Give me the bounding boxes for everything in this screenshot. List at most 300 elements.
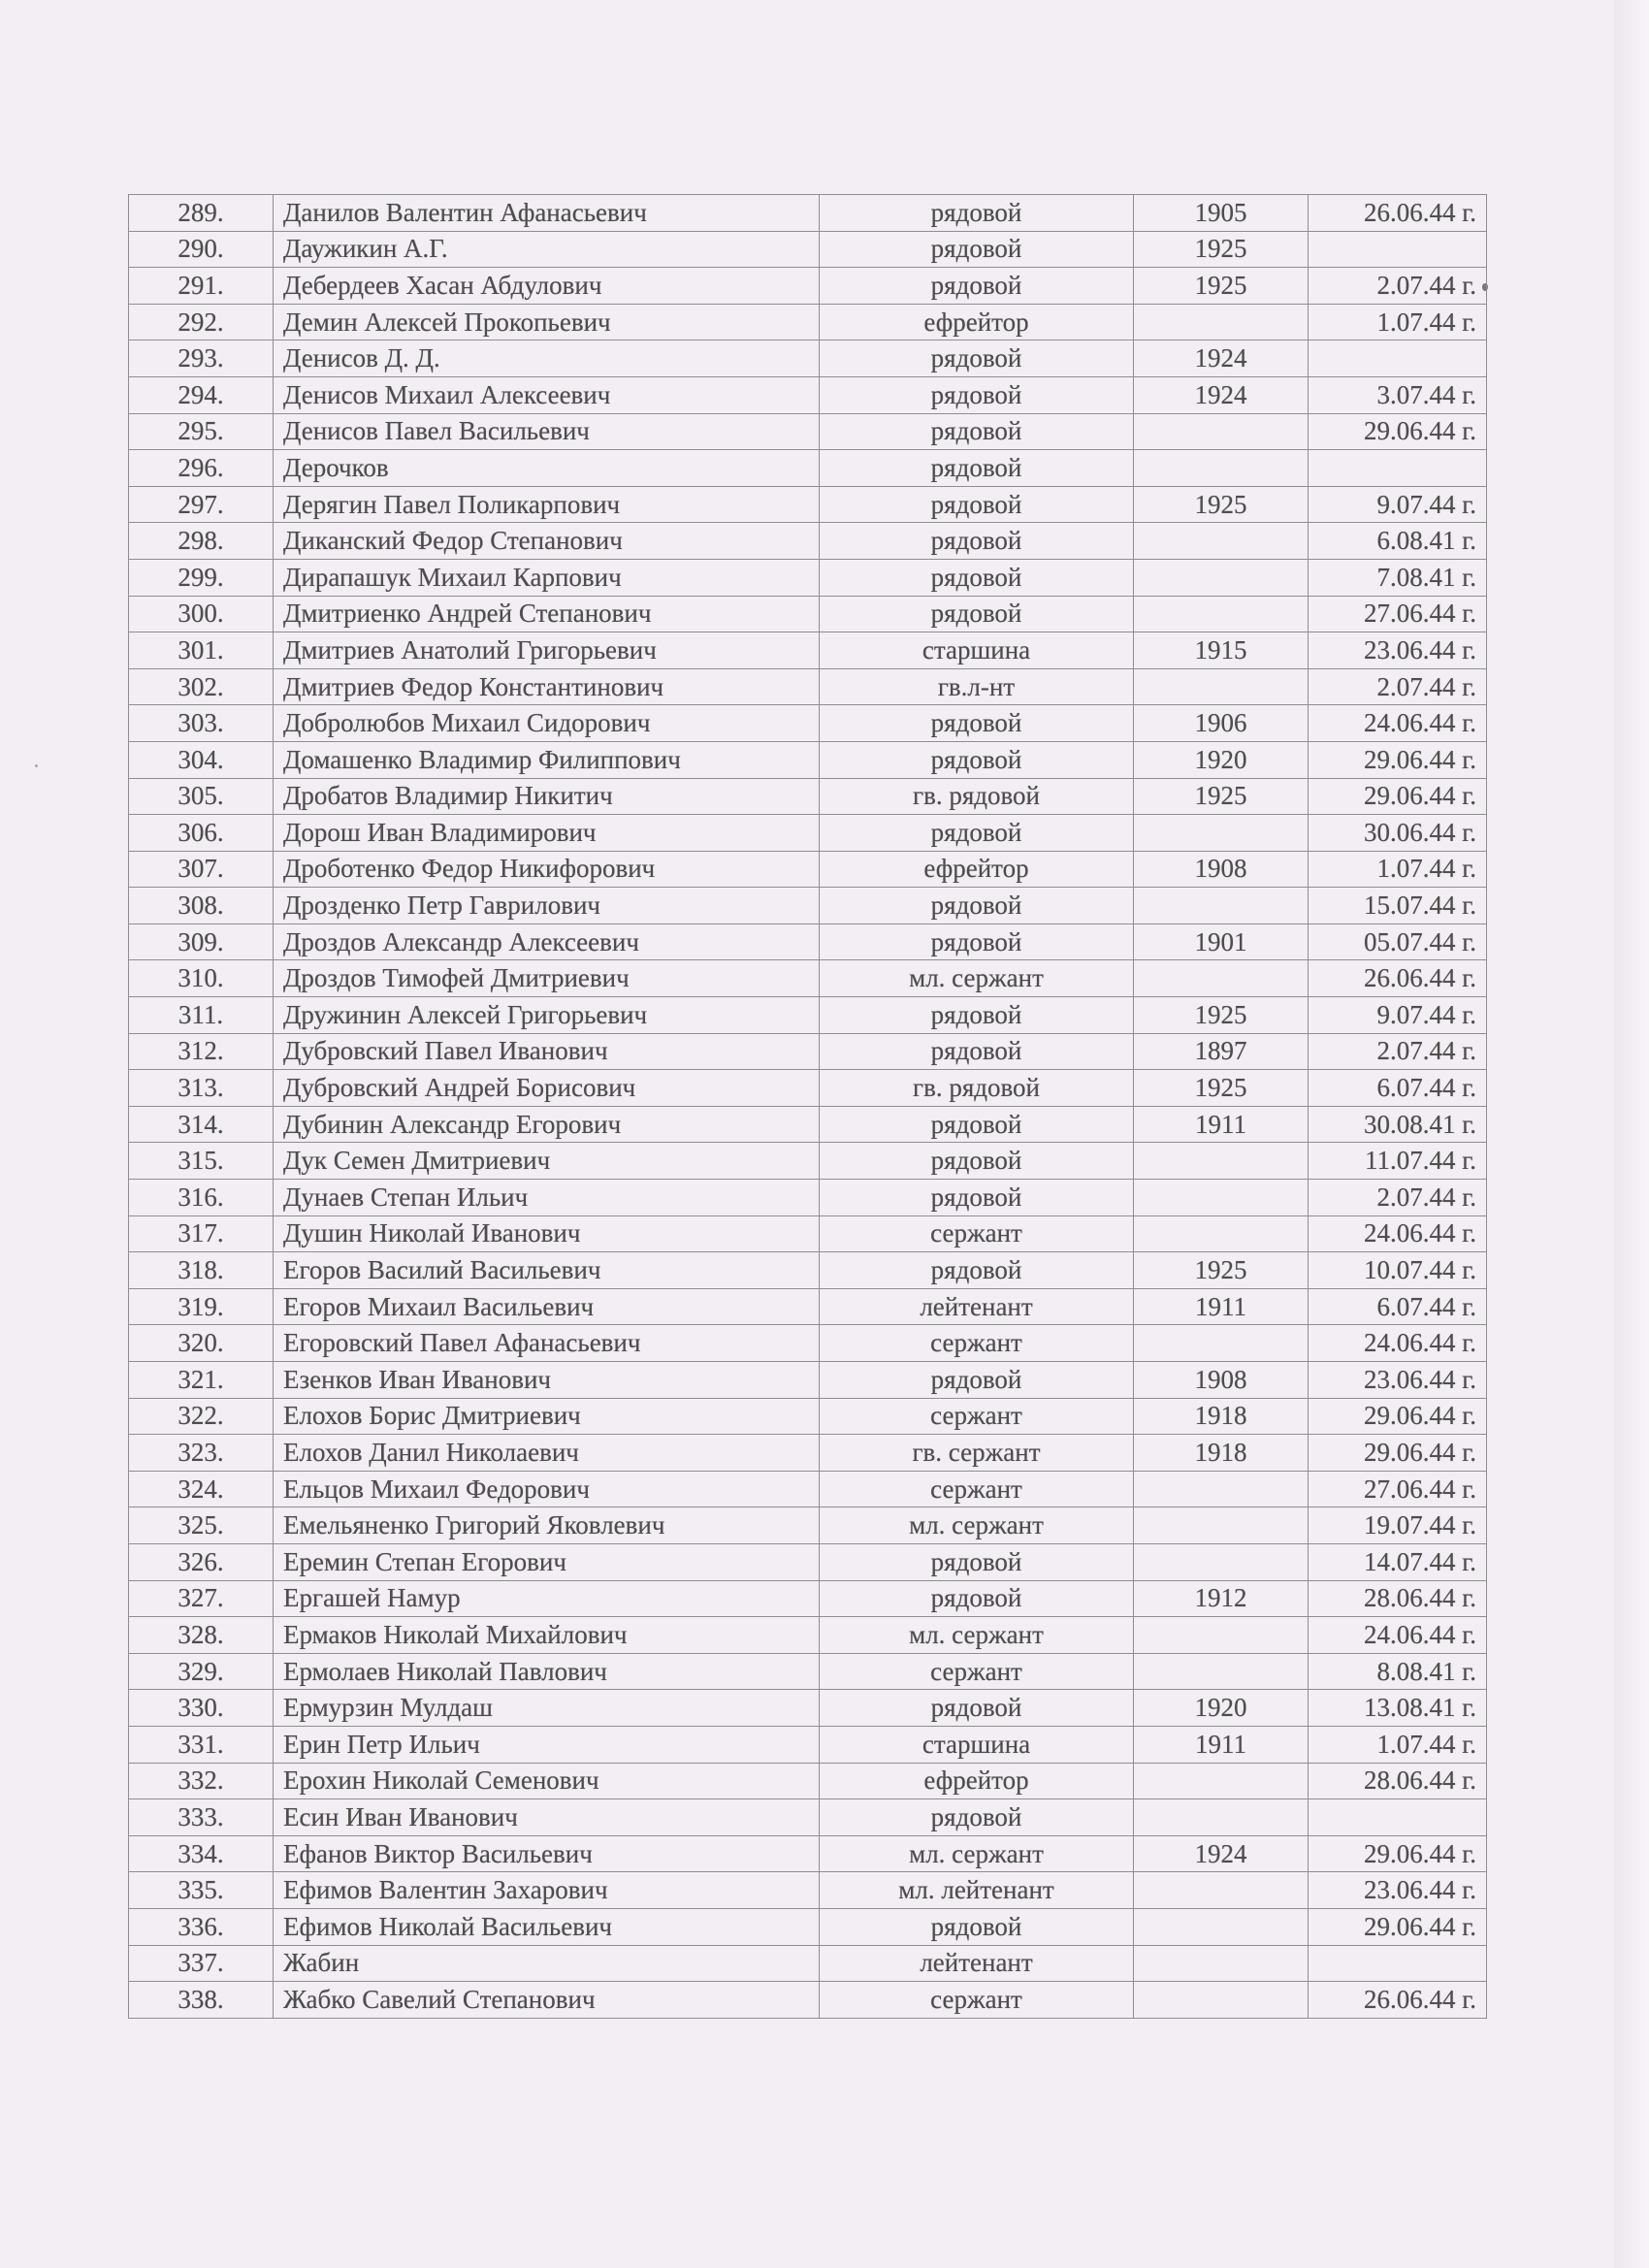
table-row: [129, 1398, 1487, 1435]
table-row: [129, 1690, 1487, 1727]
death-date-cell: 27.06.44 г.: [1309, 1471, 1487, 1507]
military-rank-cell: сержант: [820, 1215, 1134, 1252]
birth-year-cell: 1906: [1134, 705, 1309, 742]
death-date-cell: 10.07.44 г.: [1309, 1252, 1487, 1289]
death-date-cell: 1.07.44 г.: [1309, 304, 1487, 340]
page-edge-shadow: [1614, 0, 1649, 2268]
death-date-cell: 2.07.44 г.: [1309, 668, 1487, 705]
military-rank-cell: рядовой: [820, 1580, 1134, 1617]
military-rank-cell: рядовой: [820, 1690, 1134, 1727]
row-number-cell: 318.: [129, 1252, 274, 1289]
death-date-cell: 6.07.44 г.: [1309, 1070, 1487, 1107]
death-date-cell: 23.06.44 г.: [1309, 632, 1487, 669]
birth-year-cell: 1925: [1134, 997, 1309, 1034]
death-date-cell: 29.06.44 г.: [1309, 413, 1487, 450]
table-row: [129, 1617, 1487, 1654]
death-date-cell: 2.07.44 г.: [1309, 1033, 1487, 1070]
birth-year-cell: 1915: [1134, 632, 1309, 669]
soldier-name-cell: Елохов Борис Дмитриевич: [274, 1398, 820, 1435]
row-number-cell: 314.: [129, 1106, 274, 1143]
death-date-cell: 15.07.44 г.: [1309, 888, 1487, 924]
soldier-name-cell: Дружинин Алексей Григорьевич: [274, 997, 820, 1034]
soldier-name-cell: Дук Семен Дмитриевич: [274, 1143, 820, 1180]
military-rank-cell: сержант: [820, 1471, 1134, 1507]
death-date-cell: 29.06.44 г.: [1309, 741, 1487, 778]
death-date-cell: 6.07.44 г.: [1309, 1288, 1487, 1325]
military-rank-cell: гв. рядовой: [820, 778, 1134, 815]
birth-year-cell: [1134, 1617, 1309, 1654]
table-row: [129, 705, 1487, 742]
row-number-cell: 333.: [129, 1799, 274, 1836]
birth-year-cell: 1897: [1134, 1033, 1309, 1070]
table-row: [129, 1471, 1487, 1507]
soldier-name-cell: Дроботенко Федор Никифорович: [274, 851, 820, 888]
soldier-name-cell: Ефанов Виктор Васильевич: [274, 1835, 820, 1872]
birth-year-cell: [1134, 1325, 1309, 1362]
military-rank-cell: лейтенант: [820, 1945, 1134, 1982]
soldier-name-cell: Дроздов Тимофей Дмитриевич: [274, 960, 820, 997]
birth-year-cell: 1924: [1134, 1835, 1309, 1872]
soldier-name-cell: Дубровский Андрей Борисович: [274, 1070, 820, 1107]
birth-year-cell: [1134, 1799, 1309, 1836]
death-date-cell: 29.06.44 г.: [1309, 778, 1487, 815]
soldier-name-cell: Ефимов Валентин Захарович: [274, 1872, 820, 1909]
row-number-cell: 329.: [129, 1653, 274, 1690]
death-date-cell: 28.06.44 г.: [1309, 1763, 1487, 1799]
death-date-cell: [1309, 1799, 1487, 1836]
birth-year-cell: [1134, 1945, 1309, 1982]
soldier-name-cell: Жабко Савелий Степанович: [274, 1982, 820, 2019]
table-row: [129, 1872, 1487, 1909]
soldier-name-cell: Егоров Михаил Васильевич: [274, 1288, 820, 1325]
table-row: [129, 1726, 1487, 1763]
soldier-name-cell: Домашенко Владимир Филиппович: [274, 741, 820, 778]
military-rank-cell: рядовой: [820, 231, 1134, 268]
birth-year-cell: 1924: [1134, 376, 1309, 413]
death-date-cell: [1309, 1945, 1487, 1982]
military-rank-cell: гв. сержант: [820, 1435, 1134, 1472]
row-number-cell: 296.: [129, 450, 274, 487]
birth-year-cell: [1134, 1763, 1309, 1799]
death-date-cell: [1309, 231, 1487, 268]
row-number-cell: 290.: [129, 231, 274, 268]
row-number-cell: 311.: [129, 997, 274, 1034]
table-row: [129, 815, 1487, 852]
military-rank-cell: рядовой: [820, 596, 1134, 632]
military-rank-cell: рядовой: [820, 997, 1134, 1034]
soldier-name-cell: Даужикин А.Г.: [274, 231, 820, 268]
row-number-cell: 309.: [129, 923, 274, 960]
soldier-name-cell: Ермаков Николай Михайлович: [274, 1617, 820, 1654]
death-date-cell: 29.06.44 г.: [1309, 1398, 1487, 1435]
soldier-name-cell: Душин Николай Иванович: [274, 1215, 820, 1252]
table-row: [129, 268, 1487, 305]
table-row: [129, 1106, 1487, 1143]
row-number-cell: 338.: [129, 1982, 274, 2019]
birth-year-cell: [1134, 596, 1309, 632]
birth-year-cell: [1134, 304, 1309, 340]
row-number-cell: 337.: [129, 1945, 274, 1982]
table-row: [129, 376, 1487, 413]
birth-year-cell: 1911: [1134, 1288, 1309, 1325]
military-rank-cell: мл. сержант: [820, 1507, 1134, 1544]
table-row: [129, 231, 1487, 268]
row-number-cell: 335.: [129, 1872, 274, 1909]
military-rank-cell: рядовой: [820, 1362, 1134, 1399]
birth-year-cell: [1134, 559, 1309, 596]
row-number-cell: 292.: [129, 304, 274, 340]
row-number-cell: 315.: [129, 1143, 274, 1180]
military-rank-cell: рядовой: [820, 450, 1134, 487]
death-date-cell: 14.07.44 г.: [1309, 1543, 1487, 1580]
birth-year-cell: [1134, 1471, 1309, 1507]
soldier-name-cell: Данилов Валентин Афанасьевич: [274, 195, 820, 232]
military-rank-cell: рядовой: [820, 1106, 1134, 1143]
death-date-cell: 19.07.44 г.: [1309, 1507, 1487, 1544]
table-row: [129, 997, 1487, 1034]
birth-year-cell: [1134, 1872, 1309, 1909]
death-date-cell: 9.07.44 г.: [1309, 997, 1487, 1034]
table-row: [129, 1033, 1487, 1070]
soldier-name-cell: Ефимов Николай Васильевич: [274, 1908, 820, 1945]
soldier-name-cell: Егоров Василий Васильевич: [274, 1252, 820, 1289]
soldier-name-cell: Диканский Федор Степанович: [274, 523, 820, 560]
row-number-cell: 293.: [129, 340, 274, 377]
table-row: [129, 960, 1487, 997]
birth-year-cell: 1918: [1134, 1435, 1309, 1472]
military-rank-cell: сержант: [820, 1982, 1134, 2019]
military-rank-cell: старшина: [820, 1726, 1134, 1763]
birth-year-cell: [1134, 1143, 1309, 1180]
birth-year-cell: [1134, 1507, 1309, 1544]
table-row: [129, 1252, 1487, 1289]
death-date-cell: 29.06.44 г.: [1309, 1908, 1487, 1945]
table-row: [129, 1070, 1487, 1107]
death-date-cell: 26.06.44 г.: [1309, 1982, 1487, 2019]
table-row: [129, 596, 1487, 632]
row-number-cell: 322.: [129, 1398, 274, 1435]
death-date-cell: 24.06.44 г.: [1309, 1617, 1487, 1654]
birth-year-cell: 1925: [1134, 231, 1309, 268]
military-rank-cell: рядовой: [820, 268, 1134, 305]
death-date-cell: 30.06.44 г.: [1309, 815, 1487, 852]
death-date-cell: 11.07.44 г.: [1309, 1143, 1487, 1180]
soldier-name-cell: Денисов Д. Д.: [274, 340, 820, 377]
table-row: [129, 1507, 1487, 1544]
birth-year-cell: [1134, 1543, 1309, 1580]
row-number-cell: 294.: [129, 376, 274, 413]
birth-year-cell: 1912: [1134, 1580, 1309, 1617]
birth-year-cell: [1134, 960, 1309, 997]
birth-year-cell: 1925: [1134, 268, 1309, 305]
row-number-cell: 331.: [129, 1726, 274, 1763]
military-rank-cell: рядовой: [820, 413, 1134, 450]
row-number-cell: 326.: [129, 1543, 274, 1580]
death-date-cell: 29.06.44 г.: [1309, 1435, 1487, 1472]
military-rank-cell: гв. рядовой: [820, 1070, 1134, 1107]
military-rank-cell: рядовой: [820, 1033, 1134, 1070]
row-number-cell: 316.: [129, 1180, 274, 1216]
military-rank-cell: мл. сержант: [820, 1617, 1134, 1654]
table-row: [129, 632, 1487, 669]
military-rank-cell: лейтенант: [820, 1288, 1134, 1325]
military-rank-cell: ефрейтор: [820, 304, 1134, 340]
soldier-name-cell: Езенков Иван Иванович: [274, 1362, 820, 1399]
birth-year-cell: 1905: [1134, 195, 1309, 232]
row-number-cell: 330.: [129, 1690, 274, 1727]
row-number-cell: 295.: [129, 413, 274, 450]
row-number-cell: 327.: [129, 1580, 274, 1617]
soldier-name-cell: Дмитриев Анатолий Григорьевич: [274, 632, 820, 669]
military-rank-cell: сержант: [820, 1398, 1134, 1435]
birth-year-cell: 1925: [1134, 1252, 1309, 1289]
birth-year-cell: 1911: [1134, 1106, 1309, 1143]
table-row: [129, 1580, 1487, 1617]
row-number-cell: 298.: [129, 523, 274, 560]
row-number-cell: 302.: [129, 668, 274, 705]
death-date-cell: 27.06.44 г.: [1309, 596, 1487, 632]
military-rank-cell: мл. сержант: [820, 1835, 1134, 1872]
row-number-cell: 297.: [129, 486, 274, 523]
soldier-name-cell: Дерочков: [274, 450, 820, 487]
military-rank-cell: рядовой: [820, 559, 1134, 596]
row-number-cell: 332.: [129, 1763, 274, 1799]
soldier-name-cell: Дрозденко Петр Гаврилович: [274, 888, 820, 924]
birth-year-cell: [1134, 668, 1309, 705]
table-row: [129, 1799, 1487, 1836]
table-row: [129, 1180, 1487, 1216]
death-date-cell: 23.06.44 г.: [1309, 1872, 1487, 1909]
row-number-cell: 305.: [129, 778, 274, 815]
military-rank-cell: рядовой: [820, 1180, 1134, 1216]
row-number-cell: 310.: [129, 960, 274, 997]
death-date-cell: 24.06.44 г.: [1309, 705, 1487, 742]
row-number-cell: 325.: [129, 1507, 274, 1544]
row-number-cell: 323.: [129, 1435, 274, 1472]
military-rank-cell: рядовой: [820, 1143, 1134, 1180]
casualty-roster-table: [128, 194, 1487, 2019]
soldier-name-cell: Демин Алексей Прокопьевич: [274, 304, 820, 340]
row-number-cell: 320.: [129, 1325, 274, 1362]
birth-year-cell: [1134, 1180, 1309, 1216]
military-rank-cell: мл. лейтенант: [820, 1872, 1134, 1909]
soldier-name-cell: Емельяненко Григорий Яковлевич: [274, 1507, 820, 1544]
table-row: [129, 450, 1487, 487]
death-date-cell: 24.06.44 г.: [1309, 1325, 1487, 1362]
death-date-cell: 26.06.44 г.: [1309, 960, 1487, 997]
soldier-name-cell: Денисов Павел Васильевич: [274, 413, 820, 450]
death-date-cell: [1309, 340, 1487, 377]
soldier-name-cell: Дорош Иван Владимирович: [274, 815, 820, 852]
row-number-cell: 301.: [129, 632, 274, 669]
death-date-cell: 30.08.41 г.: [1309, 1106, 1487, 1143]
birth-year-cell: [1134, 888, 1309, 924]
table-row: [129, 741, 1487, 778]
row-number-cell: 308.: [129, 888, 274, 924]
row-number-cell: 313.: [129, 1070, 274, 1107]
birth-year-cell: [1134, 413, 1309, 450]
row-number-cell: 328.: [129, 1617, 274, 1654]
death-date-cell: 8.08.41 г.: [1309, 1653, 1487, 1690]
death-date-cell: 24.06.44 г.: [1309, 1215, 1487, 1252]
soldier-name-cell: Жабин: [274, 1945, 820, 1982]
military-rank-cell: гв.л-нт: [820, 668, 1134, 705]
birth-year-cell: 1901: [1134, 923, 1309, 960]
soldier-name-cell: Дунаев Степан Ильич: [274, 1180, 820, 1216]
birth-year-cell: 1924: [1134, 340, 1309, 377]
soldier-name-cell: Дирапашук Михаил Карпович: [274, 559, 820, 596]
soldier-name-cell: Дубровский Павел Иванович: [274, 1033, 820, 1070]
table-row: [129, 195, 1487, 232]
row-number-cell: 291.: [129, 268, 274, 305]
military-rank-cell: старшина: [820, 632, 1134, 669]
table-row: [129, 1143, 1487, 1180]
death-date-cell: 2.07.44 г.: [1309, 1180, 1487, 1216]
birth-year-cell: [1134, 523, 1309, 560]
birth-year-cell: 1920: [1134, 741, 1309, 778]
military-rank-cell: ефрейтор: [820, 851, 1134, 888]
military-rank-cell: рядовой: [820, 1543, 1134, 1580]
death-date-cell: 1.07.44 г.: [1309, 1726, 1487, 1763]
table-row: [129, 1543, 1487, 1580]
table-row: [129, 1763, 1487, 1799]
military-rank-cell: рядовой: [820, 888, 1134, 924]
birth-year-cell: 1925: [1134, 1070, 1309, 1107]
table-row: [129, 1908, 1487, 1945]
soldier-name-cell: Есин Иван Иванович: [274, 1799, 820, 1836]
military-rank-cell: мл. сержант: [820, 960, 1134, 997]
death-date-cell: 1.07.44 г.: [1309, 851, 1487, 888]
row-number-cell: 304.: [129, 741, 274, 778]
military-rank-cell: рядовой: [820, 741, 1134, 778]
row-number-cell: 334.: [129, 1835, 274, 1872]
table-row: [129, 523, 1487, 560]
row-number-cell: 319.: [129, 1288, 274, 1325]
military-rank-cell: сержант: [820, 1325, 1134, 1362]
table-row: [129, 888, 1487, 924]
birth-year-cell: 1925: [1134, 778, 1309, 815]
table-row: [129, 1288, 1487, 1325]
birth-year-cell: 1918: [1134, 1398, 1309, 1435]
death-date-cell: 7.08.41 г.: [1309, 559, 1487, 596]
table-row: [129, 778, 1487, 815]
military-rank-cell: рядовой: [820, 923, 1134, 960]
military-rank-cell: рядовой: [820, 195, 1134, 232]
table-row: [129, 559, 1487, 596]
table-row: [129, 668, 1487, 705]
birth-year-cell: [1134, 1653, 1309, 1690]
soldier-name-cell: Дробатов Владимир Никитич: [274, 778, 820, 815]
military-rank-cell: рядовой: [820, 705, 1134, 742]
birth-year-cell: 1908: [1134, 1362, 1309, 1399]
birth-year-cell: [1134, 815, 1309, 852]
death-date-cell: 2.07.44 г.: [1309, 268, 1487, 305]
death-date-cell: 3.07.44 г.: [1309, 376, 1487, 413]
soldier-name-cell: Ерин Петр Ильич: [274, 1726, 820, 1763]
death-date-cell: 29.06.44 г.: [1309, 1835, 1487, 1872]
birth-year-cell: 1925: [1134, 486, 1309, 523]
military-rank-cell: рядовой: [820, 815, 1134, 852]
row-number-cell: 299.: [129, 559, 274, 596]
military-rank-cell: рядовой: [820, 1252, 1134, 1289]
death-date-cell: 28.06.44 г.: [1309, 1580, 1487, 1617]
table-row: [129, 1835, 1487, 1872]
row-number-cell: 300.: [129, 596, 274, 632]
soldier-name-cell: Дерягин Павел Поликарпович: [274, 486, 820, 523]
soldier-name-cell: Денисов Михаил Алексеевич: [274, 376, 820, 413]
row-number-cell: 303.: [129, 705, 274, 742]
birth-year-cell: [1134, 1908, 1309, 1945]
military-rank-cell: сержант: [820, 1653, 1134, 1690]
death-date-cell: [1309, 450, 1487, 487]
row-number-cell: 306.: [129, 815, 274, 852]
death-date-cell: 9.07.44 г.: [1309, 486, 1487, 523]
row-number-cell: 324.: [129, 1471, 274, 1507]
soldier-name-cell: Добролюбов Михаил Сидорович: [274, 705, 820, 742]
military-rank-cell: рядовой: [820, 1799, 1134, 1836]
row-number-cell: 336.: [129, 1908, 274, 1945]
row-number-cell: 289.: [129, 195, 274, 232]
roster-body: [129, 195, 1487, 2019]
soldier-name-cell: Дмитриенко Андрей Степанович: [274, 596, 820, 632]
table-row: [129, 923, 1487, 960]
death-date-cell: 13.08.41 г.: [1309, 1690, 1487, 1727]
birth-year-cell: 1908: [1134, 851, 1309, 888]
table-row: [129, 413, 1487, 450]
military-rank-cell: ефрейтор: [820, 1763, 1134, 1799]
death-date-cell: 26.06.44 г.: [1309, 195, 1487, 232]
soldier-name-cell: Елохов Данил Николаевич: [274, 1435, 820, 1472]
birth-year-cell: 1920: [1134, 1690, 1309, 1727]
table-row: [129, 1945, 1487, 1982]
table-row: [129, 1215, 1487, 1252]
death-date-cell: 6.08.41 г.: [1309, 523, 1487, 560]
birth-year-cell: 1911: [1134, 1726, 1309, 1763]
soldier-name-cell: Ергашей Намур: [274, 1580, 820, 1617]
table-row: [129, 304, 1487, 340]
soldier-name-cell: Ермурзин Мулдаш: [274, 1690, 820, 1727]
military-rank-cell: рядовой: [820, 486, 1134, 523]
birth-year-cell: [1134, 1982, 1309, 2019]
table-row: [129, 486, 1487, 523]
death-date-cell: 23.06.44 г.: [1309, 1362, 1487, 1399]
table-row: [129, 1325, 1487, 1362]
table-row: [129, 340, 1487, 377]
table-row: [129, 851, 1487, 888]
row-number-cell: 317.: [129, 1215, 274, 1252]
soldier-name-cell: Ерохин Николай Семенович: [274, 1763, 820, 1799]
table-row: [129, 1435, 1487, 1472]
table-row: [129, 1653, 1487, 1690]
row-number-cell: 312.: [129, 1033, 274, 1070]
military-rank-cell: рядовой: [820, 376, 1134, 413]
soldier-name-cell: Дмитриев Федор Константинович: [274, 668, 820, 705]
soldier-name-cell: Дроздов Александр Алексеевич: [274, 923, 820, 960]
soldier-name-cell: Ельцов Михаил Федорович: [274, 1471, 820, 1507]
soldier-name-cell: Ермолаев Николай Павлович: [274, 1653, 820, 1690]
ink-speck: [35, 764, 38, 767]
soldier-name-cell: Дубинин Александр Егорович: [274, 1106, 820, 1143]
military-rank-cell: рядовой: [820, 340, 1134, 377]
birth-year-cell: [1134, 450, 1309, 487]
soldier-name-cell: Еремин Степан Егорович: [274, 1543, 820, 1580]
soldier-name-cell: Егоровский Павел Афанасьевич: [274, 1325, 820, 1362]
soldier-name-cell: Дебердеев Хасан Абдулович: [274, 268, 820, 305]
military-rank-cell: рядовой: [820, 1908, 1134, 1945]
row-number-cell: 321.: [129, 1362, 274, 1399]
table-row: [129, 1982, 1487, 2019]
birth-year-cell: [1134, 1215, 1309, 1252]
